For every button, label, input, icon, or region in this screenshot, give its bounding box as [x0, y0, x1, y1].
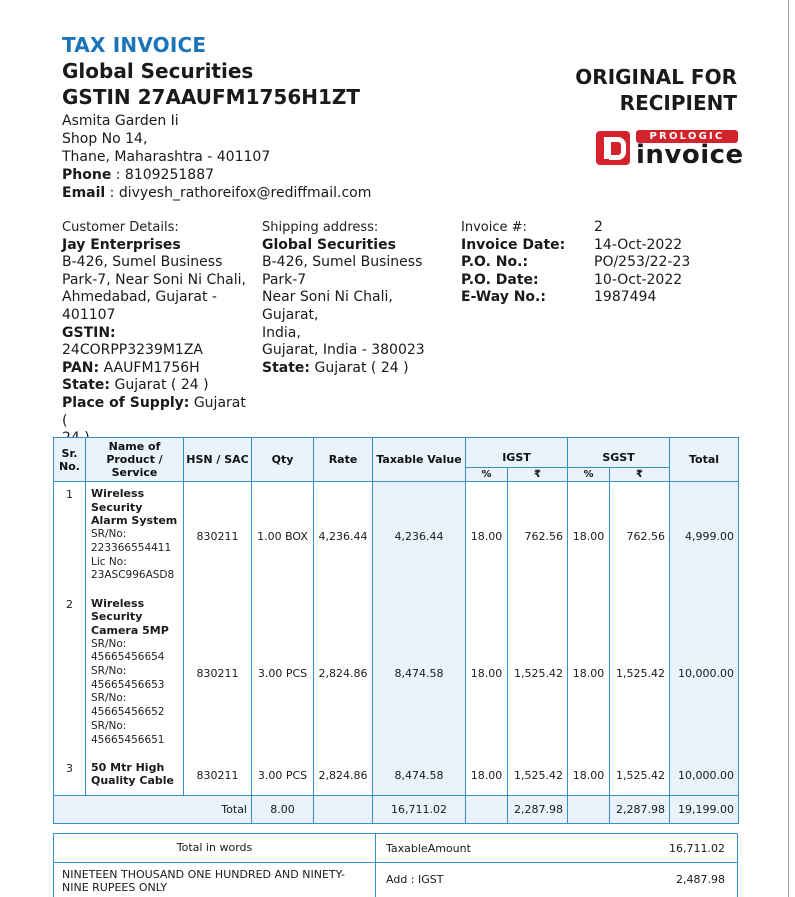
row-product	[86, 756, 184, 796]
shipping-address-line: B-426, Sumel Business	[262, 254, 423, 271]
col-total: Total	[670, 438, 739, 482]
invoice-no-row	[461, 219, 714, 237]
product-detail: 45665456652	[91, 706, 165, 719]
grand-total: 19,199.00	[670, 796, 739, 824]
total-igst-amt: 2,287.98	[508, 796, 568, 824]
pan-label: PAN:	[62, 359, 100, 376]
igst-amount: 2,487.98	[676, 873, 725, 886]
invoice-header	[62, 33, 742, 202]
total-label: Total	[54, 796, 252, 824]
shipping-address-line: Near Soni Ni Chali, Gujarat,	[262, 289, 393, 323]
total-in-words-label: Total in words	[53, 833, 376, 863]
row-sgst-amt: 762.56	[610, 482, 670, 592]
logo-word-text: invoice	[636, 140, 744, 170]
shipping-address	[262, 219, 452, 377]
row-igst-amt: 1,525.42	[508, 592, 568, 756]
row-rate: 2,824.86	[314, 592, 373, 756]
phone-value: : 8109251887	[115, 167, 215, 183]
total-taxable: 16,711.02	[373, 796, 466, 824]
customer-gstin: 24CORPP3239M1ZA	[62, 342, 204, 359]
shipping-address-line: Gujarat, India - 380023	[262, 342, 425, 359]
address-line: Asmita Garden Ii	[62, 113, 179, 129]
pos-value: Gujarat (	[62, 394, 246, 429]
customer-label: Customer Details:	[62, 220, 179, 235]
row-igst-amt: 762.56	[508, 482, 568, 592]
pan-value: AAUFM1756H	[103, 359, 200, 376]
po-date-row	[461, 272, 714, 290]
col-igst-pct: %	[466, 468, 508, 482]
row-qty: 3.00 PCS	[252, 756, 314, 796]
product-detail: SR/No:	[91, 692, 127, 705]
row-taxable: 8,474.58	[373, 756, 466, 796]
shipping-label: Shipping address:	[262, 220, 379, 235]
shipping-address-line: Park-7	[262, 271, 307, 288]
row-igst-pct: 18.00	[466, 592, 508, 756]
address-line: Thane, Maharashtra - 401107	[62, 149, 271, 165]
eway-no: 1987494	[594, 289, 657, 306]
product-detail: 223366554411	[91, 541, 172, 554]
customer-state	[62, 377, 252, 395]
table-row	[54, 592, 739, 756]
total-row	[54, 796, 739, 824]
address-line: Shop No 14,	[62, 131, 148, 147]
items-table	[53, 437, 739, 824]
row-hsn: 830211	[184, 756, 252, 796]
copy-type-line: RECIPIENT	[619, 91, 737, 115]
row-qty: 1.00 BOX	[252, 482, 314, 592]
row-igst-pct: 18.00	[466, 482, 508, 592]
total-sgst-amt: 2,287.98	[610, 796, 670, 824]
col-sr: Sr. No.	[54, 438, 86, 482]
taxable-amount-row	[375, 833, 738, 863]
shipping-name: Global Securities	[262, 236, 396, 253]
col-sgst: SGST	[568, 438, 670, 468]
logo-p-icon	[596, 131, 630, 165]
copy-type	[575, 64, 737, 116]
eway-label: E-Way No.:	[461, 289, 546, 306]
po-no: PO/253/22-23	[594, 254, 691, 271]
state-label: State:	[262, 359, 311, 376]
shipping-address-line: India,	[262, 324, 301, 341]
product-detail: SR/No:	[91, 719, 127, 732]
company-email	[62, 184, 742, 202]
product-detail: Lic No:	[91, 555, 127, 568]
state-label: State:	[62, 377, 111, 394]
product-name: 50 Mtr High Quality Cable	[91, 760, 175, 788]
po-no-row	[461, 254, 714, 272]
customer-address-line: B-426, Sumel Business	[62, 254, 223, 271]
col-rate: Rate	[314, 438, 373, 482]
row-sgst-pct: 18.00	[568, 756, 610, 796]
prologic-invoice-logo	[596, 128, 744, 170]
row-product	[86, 592, 184, 756]
row-sgst-pct: 18.00	[568, 482, 610, 592]
state-value: Gujarat ( 24 )	[114, 377, 209, 394]
row-sr: 2	[54, 592, 86, 756]
row-taxable: 8,474.58	[373, 592, 466, 756]
product-detail: 23ASC996ASD8	[91, 569, 175, 582]
email-label: Email	[62, 185, 106, 201]
product-detail: 45665456653	[91, 678, 165, 691]
igst-label: Add : IGST	[386, 873, 444, 886]
total-sgst-pct-empty	[568, 796, 610, 824]
customer-address-line: 401107	[62, 306, 116, 323]
row-rate: 4,236.44	[314, 482, 373, 592]
igst-row	[375, 862, 738, 897]
total-qty: 8.00	[252, 796, 314, 824]
doc-title: TAX INVOICE	[62, 33, 207, 57]
product-name: Wireless Security Camera 5MP	[91, 596, 169, 637]
row-sr: 1	[54, 482, 86, 592]
invoice-no: 2	[594, 219, 603, 235]
product-detail: SR/No:	[91, 665, 127, 678]
customer-details	[62, 219, 252, 448]
row-hsn: 830211	[184, 482, 252, 592]
col-sgst-pct: %	[568, 468, 610, 482]
page-edge	[788, 0, 789, 897]
pos-label: Place of Supply:	[62, 394, 190, 411]
row-sr: 3	[54, 756, 86, 796]
row-total: 10,000.00	[670, 756, 739, 796]
company-gstin: GSTIN 27AAUFM1756H1ZT	[62, 85, 361, 109]
col-hsn: HSN / SAC	[184, 438, 252, 482]
invoice-date-label: Invoice Date:	[461, 236, 566, 253]
eway-row	[461, 289, 714, 307]
phone-label: Phone	[62, 167, 112, 183]
customer-gstin-label: GSTIN:	[62, 324, 116, 341]
po-no-label: P.O. No.:	[461, 254, 529, 271]
table-row	[54, 482, 739, 592]
product-detail: SR/No:	[91, 528, 127, 541]
po-date: 10-Oct-2022	[594, 271, 683, 288]
row-total: 4,999.00	[670, 482, 739, 592]
row-taxable: 4,236.44	[373, 482, 466, 592]
company-name: Global Securities	[62, 59, 254, 83]
product-detail: 45665456651	[91, 733, 165, 746]
shipping-state	[262, 360, 452, 378]
customer-address-line: Park-7, Near Soni Ni Chali,	[62, 271, 246, 288]
po-date-label: P.O. Date:	[461, 271, 539, 288]
total-in-words: NINETEEN THOUSAND ONE HUNDRED AND NINETY-NINE RUPEES ONLY	[53, 862, 376, 897]
row-sgst-amt: 1,525.42	[610, 756, 670, 796]
invoice-meta	[461, 219, 714, 307]
row-product	[86, 482, 184, 592]
items-table-wrap	[53, 437, 738, 824]
table-row	[54, 756, 739, 796]
copy-type-line: ORIGINAL FOR	[575, 65, 737, 89]
product-name: Wireless Security Alarm System	[91, 487, 178, 528]
row-qty: 3.00 PCS	[252, 592, 314, 756]
product-detail: 45665456654	[91, 651, 165, 664]
customer-address-line: Ahmedabad, Gujarat -	[62, 289, 217, 306]
email-value: : divyesh_rathoreifox@rediffmail.com	[109, 185, 372, 201]
row-sgst-amt: 1,525.42	[610, 592, 670, 756]
taxable-amount-label: TaxableAmount	[386, 842, 471, 855]
customer-name: Jay Enterprises	[62, 236, 181, 253]
state-value: Gujarat ( 24 )	[314, 359, 409, 376]
col-igst-amt: ₹	[508, 468, 568, 482]
col-product: Name of Product / Service	[86, 438, 184, 482]
row-igst-pct: 18.00	[466, 756, 508, 796]
row-sgst-pct: 18.00	[568, 592, 610, 756]
col-igst: IGST	[466, 438, 568, 468]
row-igst-amt: 1,525.42	[508, 756, 568, 796]
invoice-no-label: Invoice #:	[461, 220, 527, 235]
row-rate: 2,824.86	[314, 756, 373, 796]
invoice-date: 14-Oct-2022	[594, 236, 683, 253]
col-qty: Qty	[252, 438, 314, 482]
place-of-supply	[62, 395, 252, 430]
row-hsn: 830211	[184, 592, 252, 756]
invoice-date-row	[461, 237, 714, 255]
product-detail: SR/No:	[91, 637, 127, 650]
col-sgst-amt: ₹	[610, 468, 670, 482]
logo-brand-text: PROLOGIC	[636, 130, 738, 143]
total-rate-empty	[314, 796, 373, 824]
col-taxable: Taxable Value	[373, 438, 466, 482]
customer-pan	[62, 360, 252, 378]
taxable-amount: 16,711.02	[669, 842, 725, 855]
total-igst-pct-empty	[466, 796, 508, 824]
row-total: 10,000.00	[670, 592, 739, 756]
